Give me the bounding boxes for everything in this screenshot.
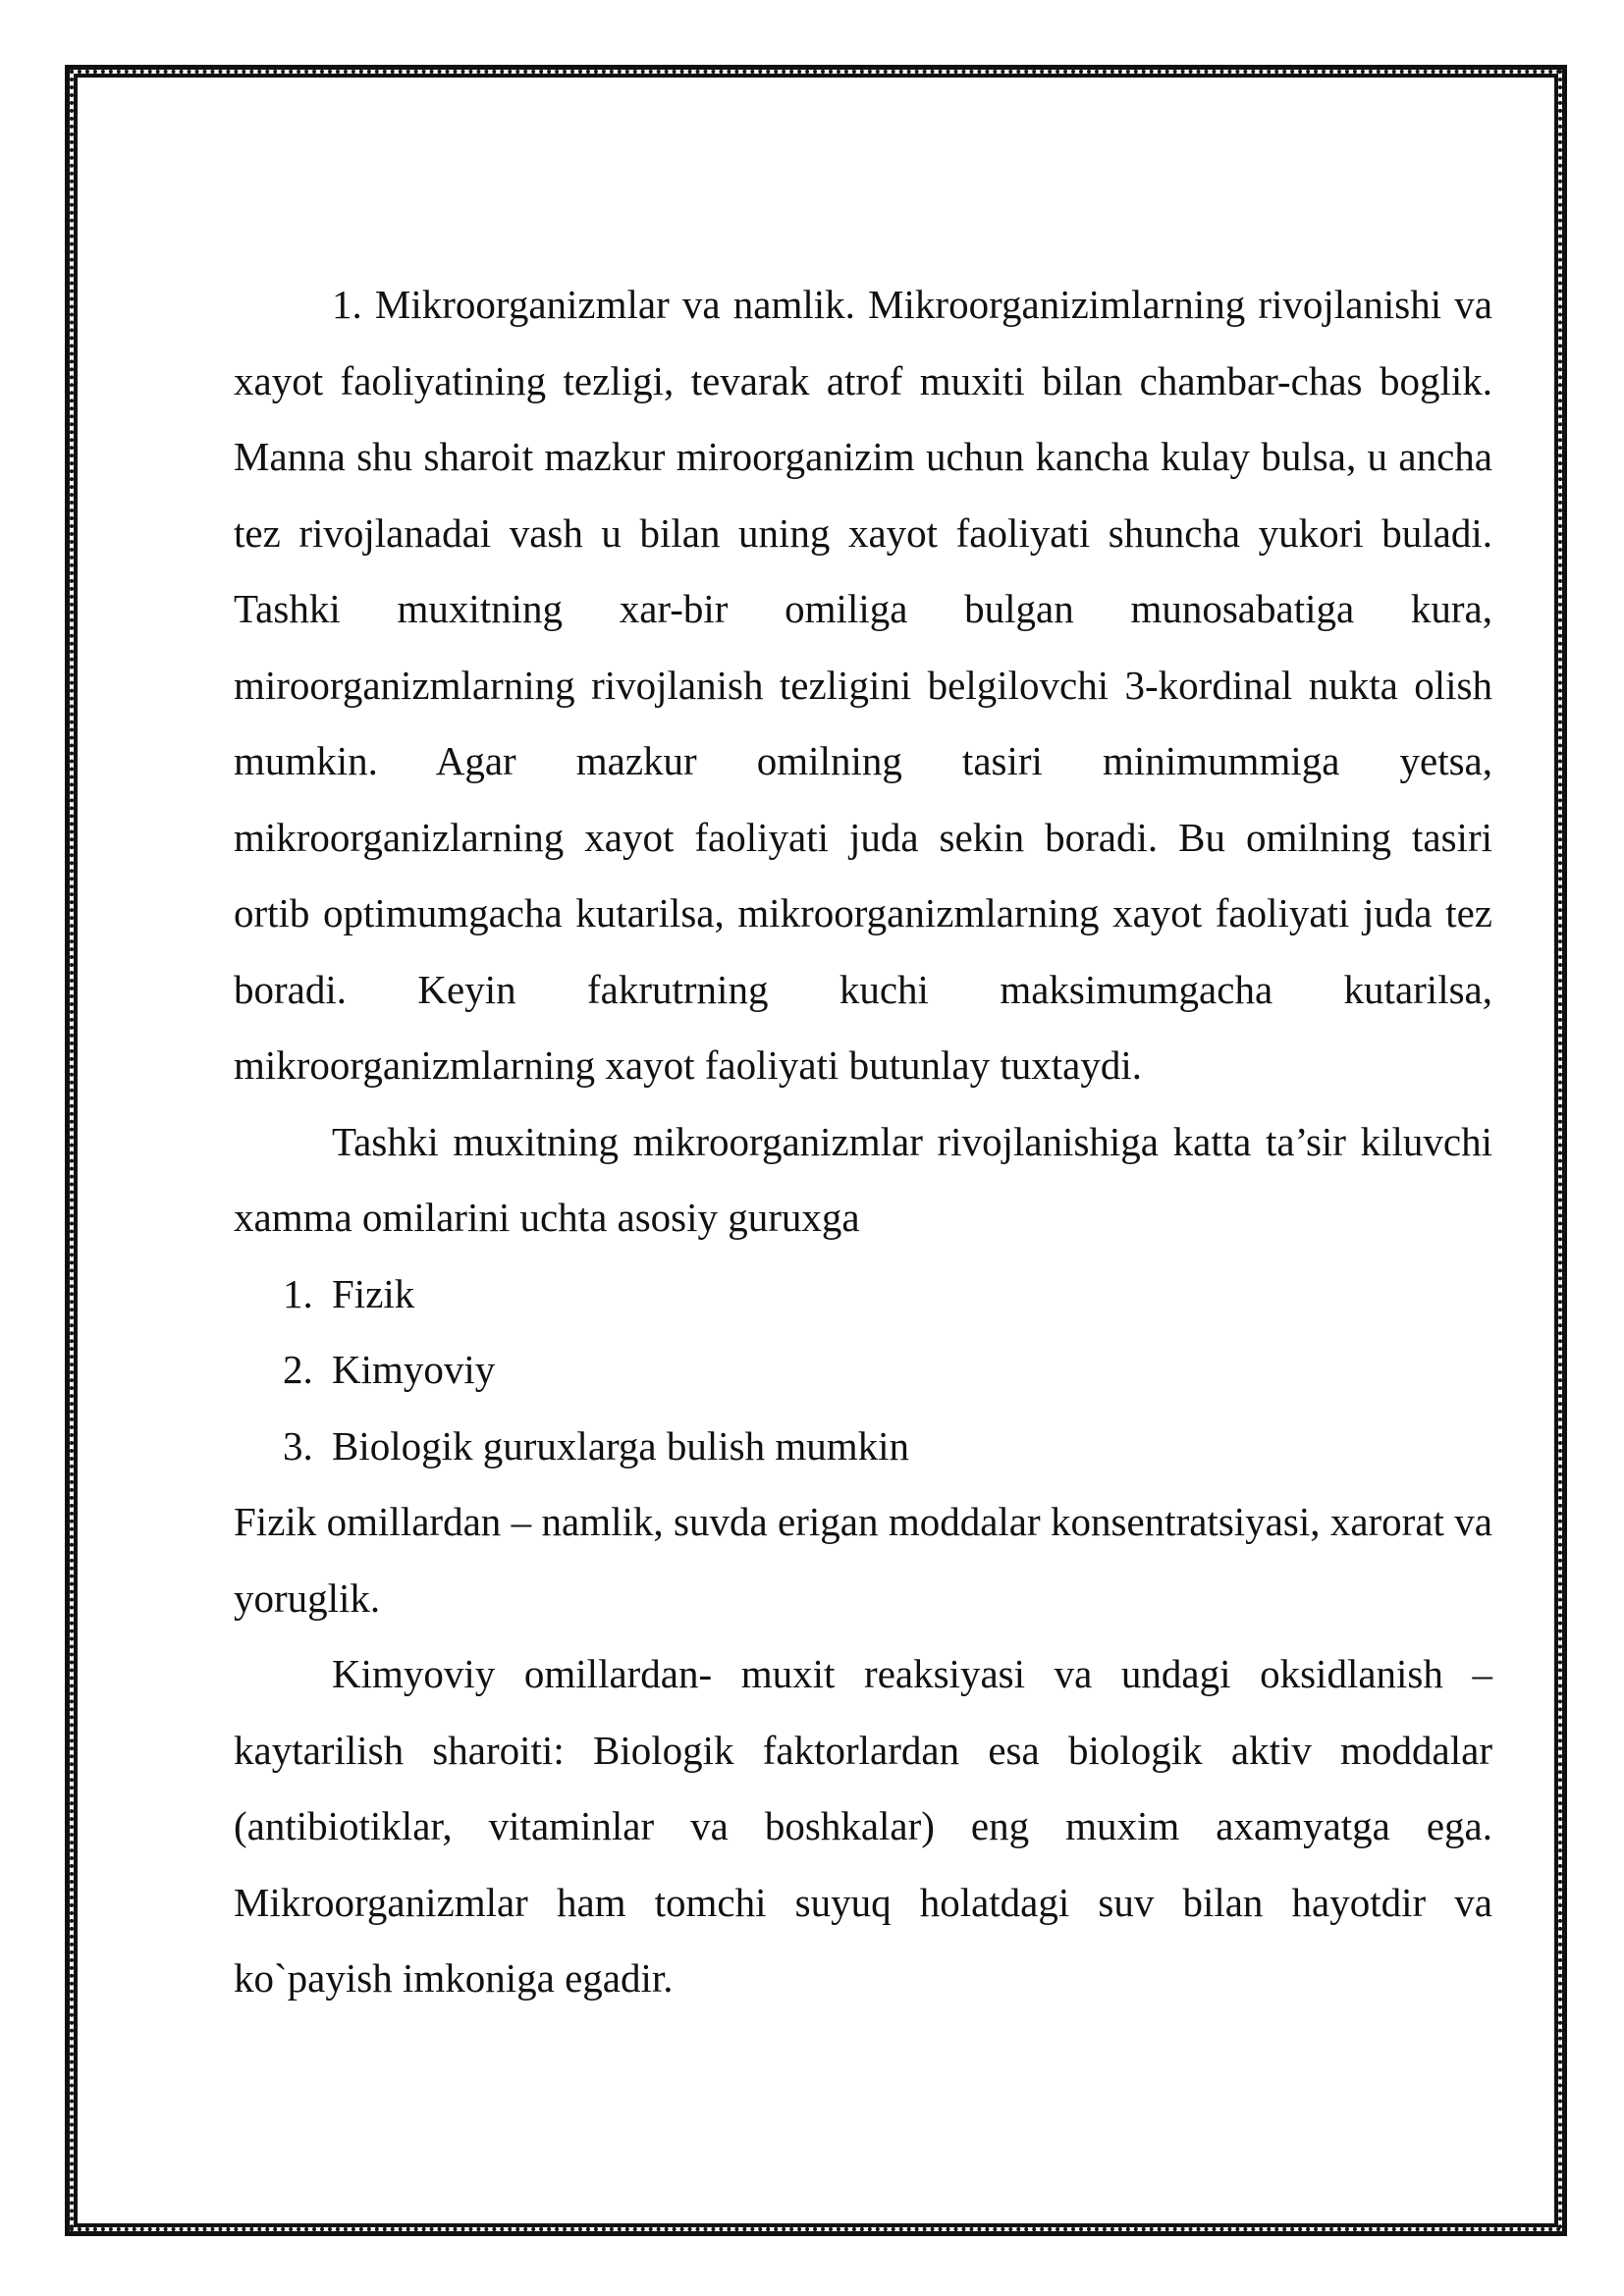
paragraph-environment-factors: Tashki muxitning mikroorganizmlar rivojlanishiga katta ta’sir kiluvchi xamma omilarini uchta asosiy guruxga: [234, 1118, 1492, 1240]
list-item: [234, 1256, 1492, 1333]
document-body: [234, 267, 1492, 2017]
list-item: [234, 1409, 1492, 1485]
paragraph-chemical-biological-factors: Kimyoviy omillardan- muxit reaksiyasi va undagi oksidlanish – kaytarilish sharoiti: Biologik faktorlardan esa biologik aktiv moddalar (antibiotiklar, vitaminlar va boshkalar) eng muxim axamyatga ega. Mikroorganizmlar ham tomchi suyuq holatdagi suv bilan hayotdir va ko`payish imkoniga egadir.: [234, 1651, 1492, 2001]
list-item-number: 3.: [283, 1422, 313, 1468]
list-item: [234, 1332, 1492, 1409]
factor-group-list: [234, 1256, 1492, 1485]
list-item-text: Kimyoviy: [332, 1347, 496, 1392]
paragraph-microorganisms-and-moisture: 1. Mikroorganizmlar va namlik. Mikroorganizimlarning rivojlanishi va xayot faoliyatining tezligi, tevarak atrof muxiti bilan chambar-chas boglik. Manna shu sharoit mazkur miroorganizim uchun kancha kulay bulsa, u ancha tez rivojlanadai vash u bilan uning xayot faoliyati shuncha yukori buladi. Tashki muxitning xar-bir omiliga bulgan munosabatiga kura, miroorganizmlarning rivojlanish tezligini belgilovchi 3-kordinal nukta olish mumkin. Agar mazkur omilning tasiri minimummiga yetsa, mikroorganizlarning xayot faoliyati juda sekin boradi. Bu omilning tasiri ortib optimumgacha kutarilsa, mikroorganizmlarning xayot faoliyati juda tez boradi. Keyin fakrutrning kuchi maksimumgacha kutarilsa, mikroorganizmlarning xayot faoliyati butunlay tuxtaydi.: [234, 282, 1492, 1088]
list-item-number: 2.: [283, 1347, 313, 1392]
list-item-text: Biologik guruxlarga bulish mumkin: [332, 1422, 910, 1468]
list-item-number: 1.: [283, 1270, 313, 1316]
list-item-text: Fizik: [332, 1270, 415, 1316]
paragraph-physical-factors: Fizik omillardan – namlik, suvda erigan moddalar konsentratsiyasi, xarorat va yoruglik.: [234, 1499, 1492, 1621]
